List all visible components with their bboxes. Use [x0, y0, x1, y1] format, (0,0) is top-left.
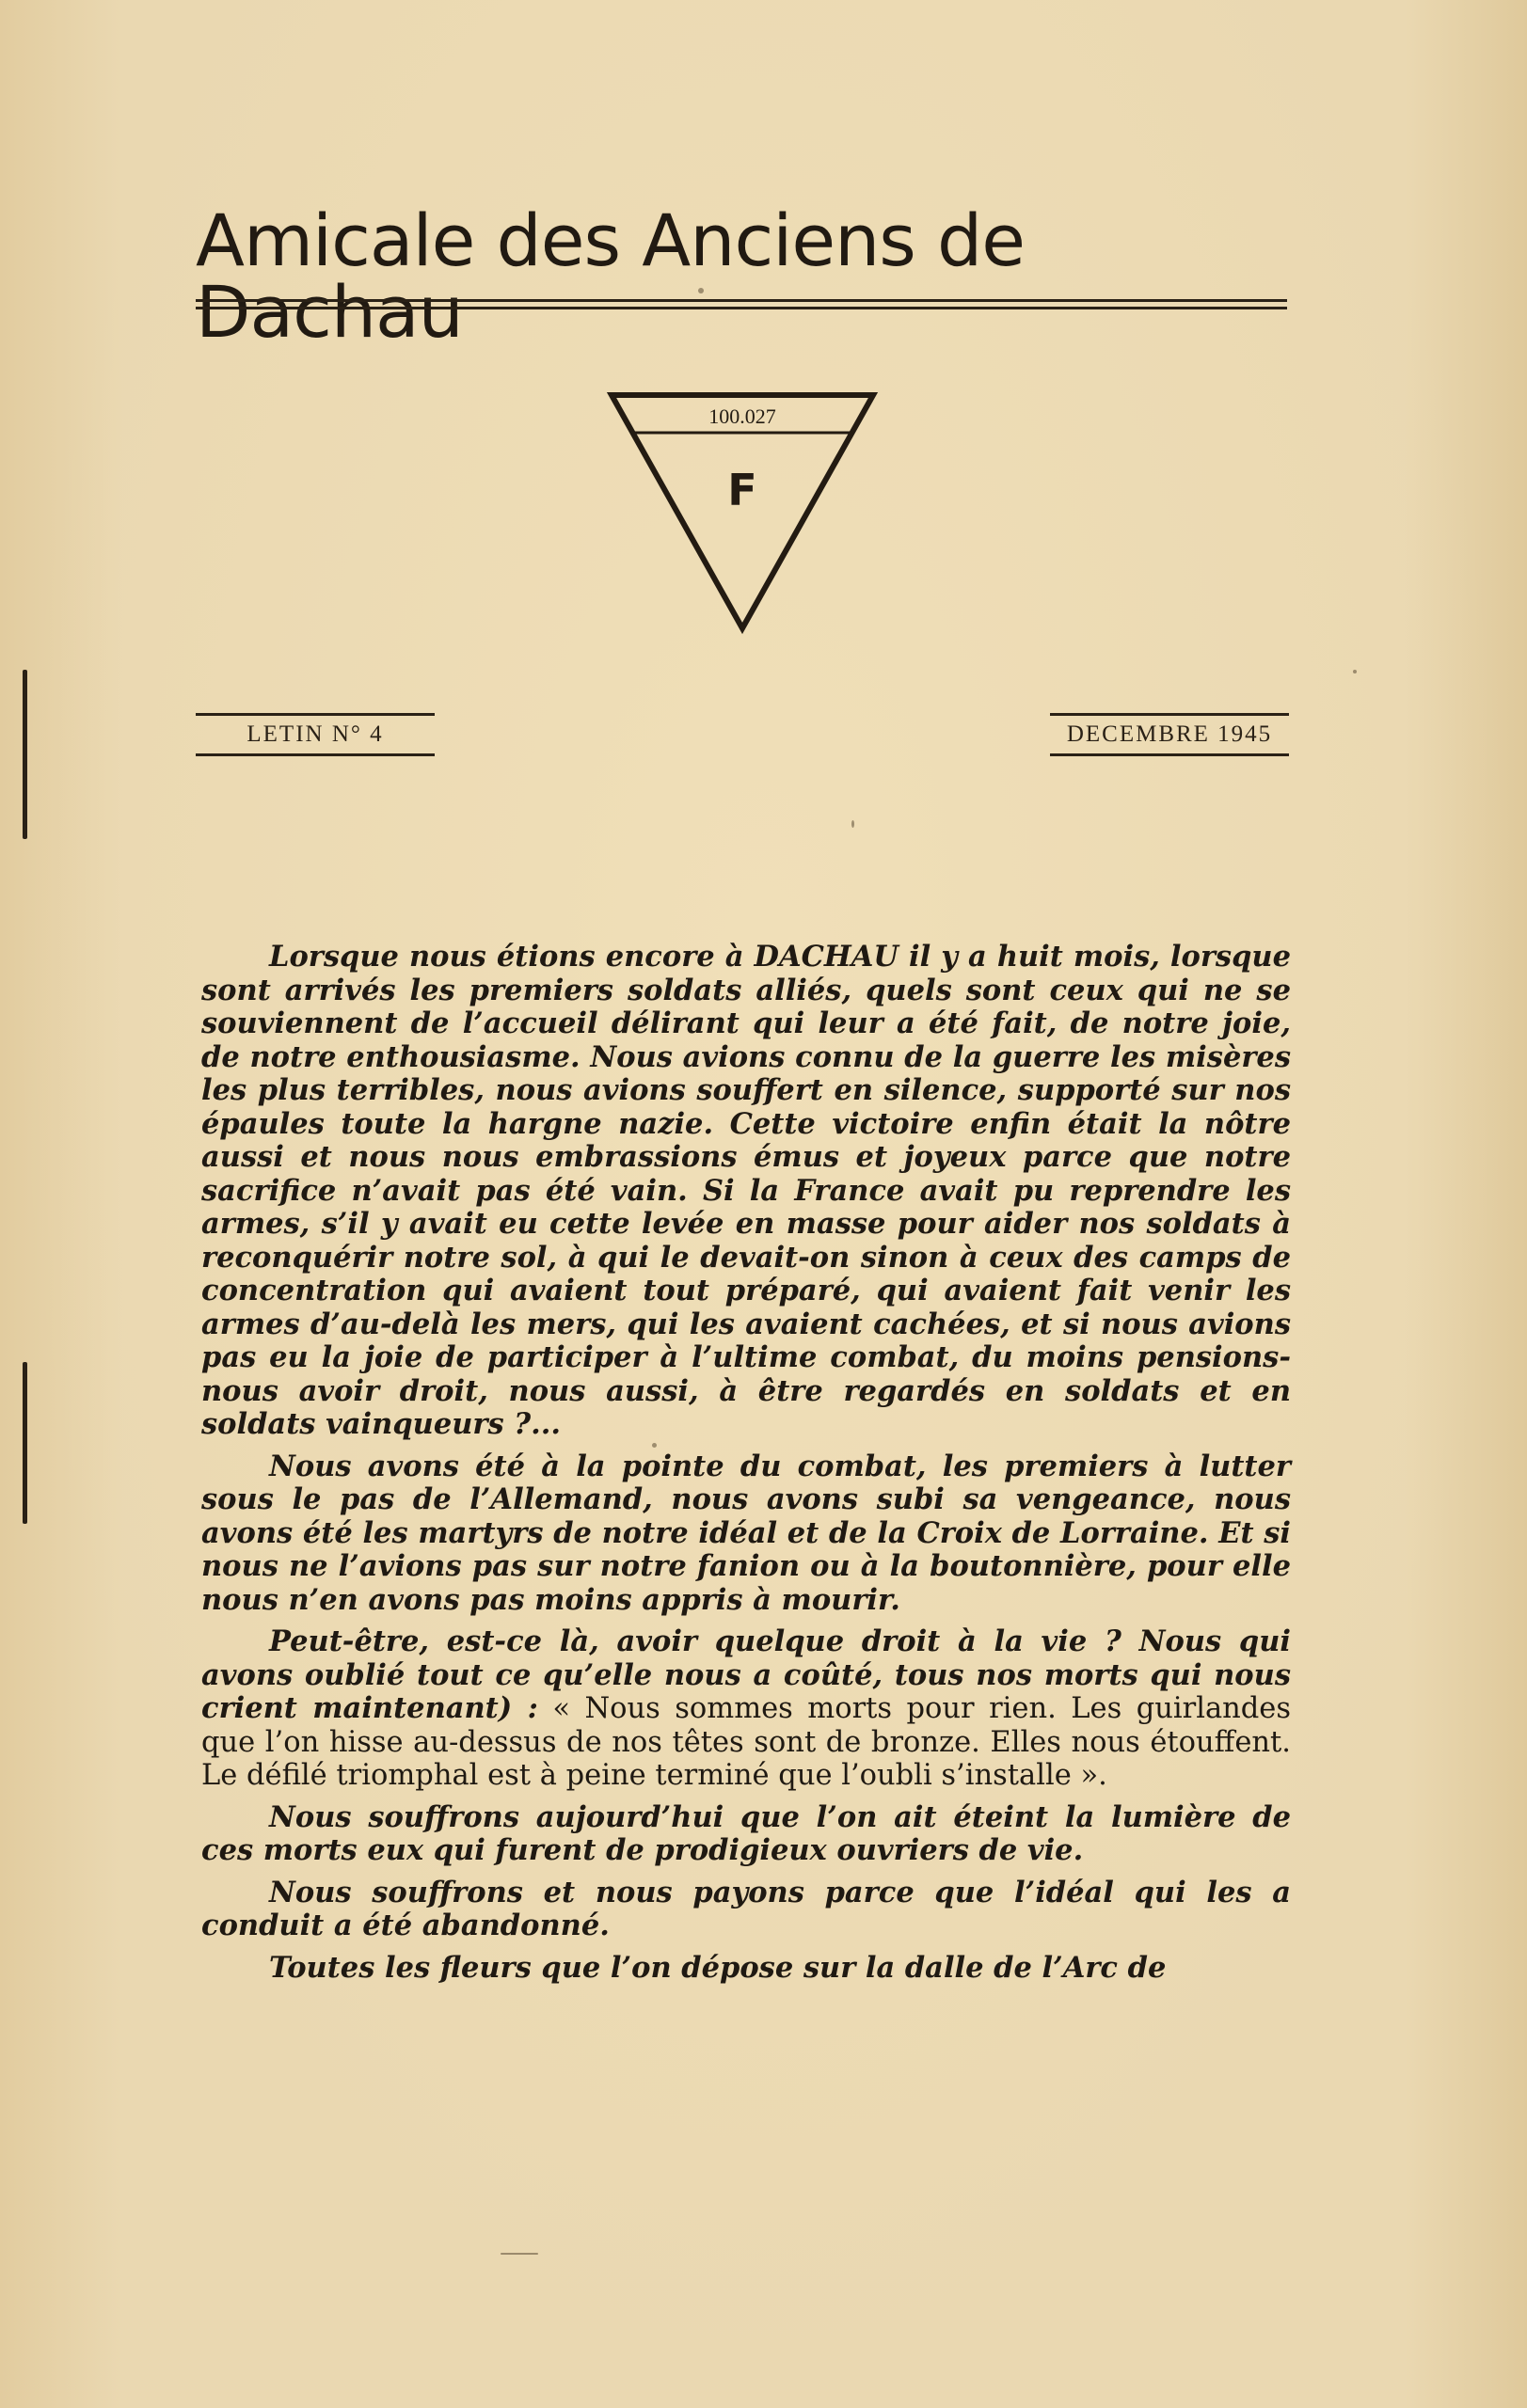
inverted-triangle-badge: [606, 386, 879, 635]
binding-mark-top: [23, 670, 27, 839]
paragraph-6: Toutes les fleurs que l’on dépose sur la dalle de l’Arc de: [269, 1950, 1167, 1985]
page-title: Amicale des Anciens de Dachau: [196, 198, 1026, 354]
paper-speck: [1353, 670, 1357, 673]
badge-letter: F: [727, 465, 757, 515]
paragraph-1: Lorsque nous étions encore à DACHAU il y a huit mois, lorsque sont arrivés les premiers soldats alliés, quels sont ceux qui ne se souviennent de l’accueil délirant qui leur a été fait, de notre joie, de notre enthousiasme. Nous avions connu de la guerre les misères les plus terribles, nous avions souffert en silence, supporté sur nos épaules toute la hargne nazie. Cette victoire enfin était la nôtre aussi et nous nous embrassions émus et joyeux parce que notre sacrifice n’avait pas été vain. Si la France avait pu reprendre les armes, s’il y avait eu cette levée en masse pour aider nos soldats à reconquérir notre sol, à qui le devait-on sinon à ceux des camps de concentration qui avaient tout préparé, qui avaient fait venir les armes d’au-delà les mers, qui les avaient cachées, et si nous avions pas eu la joie de participer à l’ultime combat, du moins pensions-nous avoir droit, nous aussi, à être regardés en soldats et en soldats vainqueurs ?...: [201, 940, 1291, 1441]
article-body: [201, 941, 1291, 1993]
paragraph-3: Peut-être, est-ce là, avoir quelque droit à la vie ? Nous qui avons oublié tout ce qu’elle nous a coûté, tous nos morts qui nous crient maintenant) : « Nous sommes morts pour rien. Les guirlandes que l’on hisse au-dessus de nos têtes sont de bronze. Elles nous étouffent. Le défilé triomphal est à peine terminé que l’oubli s’installe ».: [201, 1624, 1292, 1792]
paragraph-2: Nous avons été à la pointe du combat, les premiers à lutter sous le pas de l’Allemand, nous avons subi sa vengeance, nous avons été les martyrs de notre idéal et de la Croix de Lorraine. Et si nous ne l’avions pas sur notre fanion ou à la boutonnière, pour elle nous n’en avons pas moins appris à mourir.: [201, 1449, 1291, 1617]
badge-number: 100.027: [708, 404, 776, 428]
paper-speck: [652, 1443, 657, 1448]
triangle-icon: [606, 386, 879, 635]
paragraph-5: Nous souffrons et nous payons parce que l’idéal qui les a conduit a été abandonné.: [201, 1875, 1291, 1942]
binding-mark-bottom: [23, 1362, 27, 1524]
paper-speck: [501, 2253, 538, 2255]
bulletin-number: LETIN N° 4: [196, 713, 435, 756]
paper-speck: [851, 820, 854, 828]
paper-speck: [698, 288, 704, 293]
paragraph-4: Nous souffrons aujourd’hui que l’on ait éteint la lumière de ces morts eux qui furent de prodigieux ouvriers de vie.: [201, 1799, 1291, 1867]
title-rule: [196, 299, 1287, 309]
issue-date: DECEMBRE 1945: [1050, 713, 1289, 756]
